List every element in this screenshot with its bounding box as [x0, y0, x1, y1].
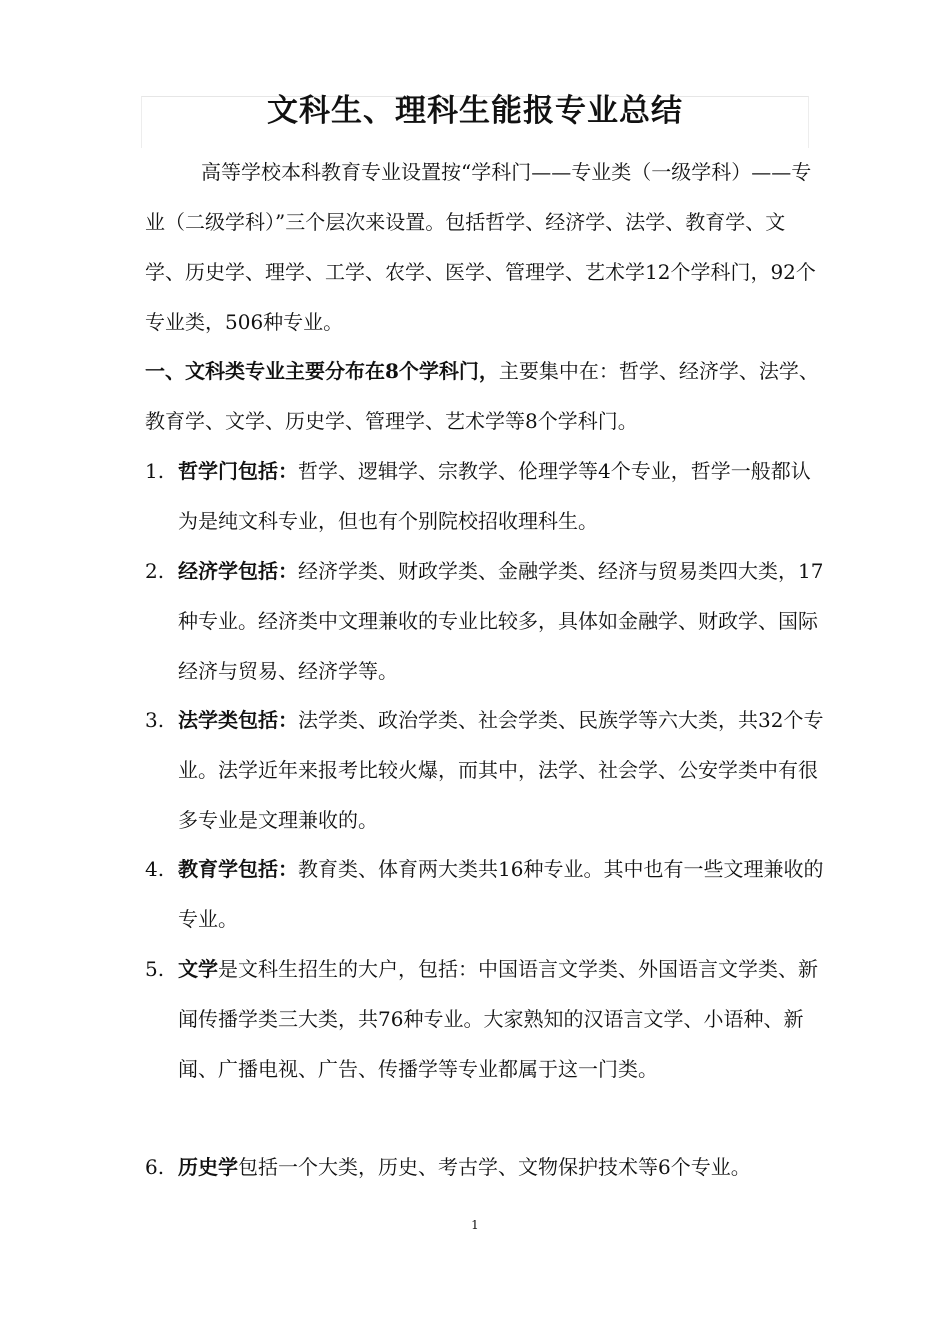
- page-number: 1: [471, 1218, 479, 1232]
- list-item-bold: 文学: [178, 957, 218, 981]
- intro-paragraph: 高等学校本科教育专业设置按“学科门——专业类（一级学科）——专业（二级学科）”三个层次来设置。包括哲学、经济学、法学、教育学、文学、历史学、理学、工学、农学、医学、管理学、艺术学12个学科门，92个专业类，506种专业。: [145, 160, 816, 334]
- list-item-bold: 教育学包括：: [178, 857, 298, 881]
- list-item-text: 教育类、体育两大类共16种专业。其中也有一些文理兼收的专业。: [178, 857, 824, 931]
- list-item-number: 3.: [145, 708, 165, 732]
- list-item-bold: 经济学包括：: [178, 559, 298, 583]
- list-item: [145, 844, 825, 944]
- list-item-number: 4.: [145, 857, 165, 881]
- list-item-text: 是文科生招生的大户，包括：中国语言文学类、外国语言文学类、新闻传播学类三大类，共76种专业。大家熟知的汉语言文学、小语种、新闻、广播电视、广告、传播学等专业都属于这一门类。: [178, 957, 818, 1081]
- list-item-number: 1.: [145, 459, 165, 483]
- list-item-body: [178, 546, 825, 696]
- list-item-body: [178, 944, 825, 1094]
- list-item-number: 5.: [145, 957, 165, 981]
- list-item-text: 经济学类、财政学类、金融学类、经济与贸易类四大类，17种专业。经济类中文理兼收的专业比较多，具体如金融学、财政学、国际经济与贸易、经济学等。: [178, 559, 824, 683]
- list-item-number: 2.: [145, 559, 165, 583]
- section-1-heading: 一、文科类专业主要分布在8个学科门，: [145, 359, 499, 383]
- list-item-bold: 法学类包括：: [178, 708, 298, 732]
- list-item-body: [178, 446, 825, 546]
- list-item-number: 6.: [145, 1155, 165, 1179]
- list-item: [145, 695, 825, 845]
- list-item-text: 哲学、逻辑学、宗教学、伦理学等4个专业，哲学一般都认为是纯文科专业，但也有个别院校招收理科生。: [178, 459, 811, 533]
- list-item: [145, 944, 825, 1094]
- list-item-bold: 历史学: [178, 1155, 238, 1179]
- list-item-text: 法学类、政治学类、社会学类、民族学等六大类，共32个专业。法学近年来报考比较火爆，而其中，法学、社会学、公安学类中有很多专业是文理兼收的。: [178, 708, 824, 832]
- list-item: [145, 546, 825, 696]
- page-title: 文科生、理科生能报专业总结: [267, 93, 683, 129]
- section-1-paragraph: [145, 346, 825, 446]
- section-1-text: 主要集中在：哲学、经济学、法学、教育学、文学、历史学、管理学、艺术学等8个学科门。: [145, 359, 819, 433]
- list-item-body: [178, 1142, 825, 1192]
- list-item-body: [178, 695, 825, 845]
- list-item: [145, 1142, 825, 1192]
- list-item: [145, 446, 825, 546]
- list-item-text: 包括一个大类，历史、考古学、文物保护技术等6个专业。: [238, 1155, 751, 1179]
- list-item-bold: 哲学门包括：: [178, 459, 298, 483]
- list-item-body: [178, 844, 825, 944]
